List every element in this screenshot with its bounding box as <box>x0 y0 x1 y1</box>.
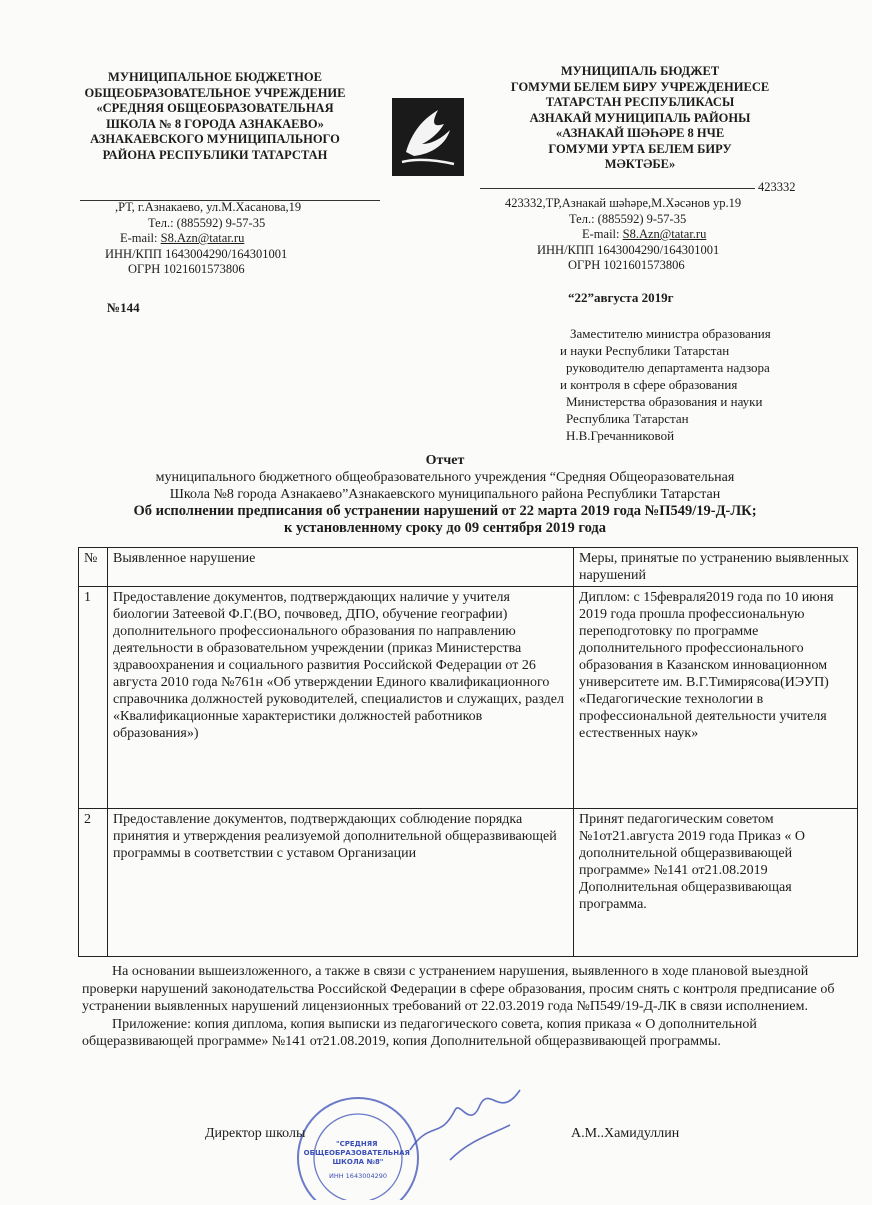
row-number: 2 <box>79 809 108 957</box>
recipient-block <box>560 325 830 444</box>
email-label: E-mail: <box>120 231 161 245</box>
row-number: 1 <box>79 587 108 809</box>
stamp-inn: ИНН 1643004290 <box>328 1172 388 1180</box>
row-measures: Принят педагогическим советом №1от21.августа 2019 года Приказ « О дополнительной общеразвивающей программе» №141 от21.08.2019 Дополнительная общеразвивающая программа. <box>574 809 858 957</box>
recipient-line: Республика Татарстан <box>566 411 689 426</box>
header-right-postal-code: 423332 <box>758 180 796 194</box>
recipient-line: руководителю департамента надзора <box>566 360 770 375</box>
header-left-line: ШКОЛА № 8 ГОРОДА АЗНАКАЕВО» <box>106 116 324 131</box>
report-title <box>70 452 820 537</box>
address: ,РТ, г.Азнакаево, ул.М.Хасанова,19 <box>115 200 302 214</box>
body-paragraph: На основании вышеизложенного, а также в связи с устранением нарушения, выявленного в ходе плановой выездной проверки нарушений законодательства Российской Федерации в сфере образования, просим снять с контроля предписание об устранении выявленных нарушений лицензионных требований от 22.03.2019 года №П549/19-Д-ЛК в связи исполнением. <box>82 964 835 1014</box>
email-link[interactable]: S8.Azn@tatar.ru <box>622 227 707 241</box>
header-right-line: «АЗНАКАЙ ШӘҺӘРЕ 8 НЧЕ <box>555 126 725 140</box>
header-left-line: МУНИЦИПАЛЬНОЕ БЮДЖЕТНОЕ <box>108 70 322 84</box>
header-left-line: АЗНАКАЕВСКОГО МУНИЦИПАЛЬНОГО <box>90 132 340 146</box>
document-date: “22”августа 2019г <box>568 290 674 305</box>
ogrn: ОГРН 1021601573806 <box>568 258 685 272</box>
contacts-left <box>100 200 360 278</box>
school-logo <box>392 98 464 176</box>
header-right-line: МУНИЦИПАЛЬ БЮДЖЕТ <box>560 64 720 78</box>
address: 423332,ТР,Азнакай шәһәре,М.Хәсәнов ур.19 <box>505 196 742 210</box>
title-line: муниципального бюджетного общеобразовательного учреждения “Средняя Общеоразовательная <box>155 470 735 485</box>
header-right-line: АЗНАКАЙ МУНИЦИПАЛЬ РАЙОНЫ <box>529 110 751 125</box>
attachments-paragraph: Приложение: копия диплома, копия выписки из педагогического совета, копия приказа « О дополнительной общеразвивающей программе» №141 от21.08.2019, копия Дополнительной общеразвивающей программы. <box>82 1016 757 1049</box>
recipient-line: и науки Республики Татарстан <box>560 343 730 358</box>
row-violation: Предоставление документов, подтверждающих соблюдение порядка принятия и утверждения реализуемой дополнительной общеразвивающей программы в соответствии с уставом Организации <box>108 809 574 957</box>
title-line: Школа №8 города Азнакаево”Азнакаевского муниципального района Республики Татарстан <box>169 487 721 502</box>
inn: ИНН/КПП 1643004290/164301001 <box>105 246 288 261</box>
body-text <box>82 963 842 1051</box>
header-right-line: ГОМУМИ БЕЛЕМ БИРУ УЧРЕЖДЕНИЕСЕ <box>510 79 770 94</box>
row-measures: Диплом: с 15февраля2019 года по 10 июня 2019 года прошла профессиональную переподготовку по программе дополнительного профессионального образования в Казанском инновационном университете им. В.Г.Тимирясова(ИЭУП) «Педагогические технологии в профессиональной деятельности учителя естественных наук» <box>574 587 858 809</box>
header-right-line: ТАТАРСТАН РЕСПУБЛИКАСЫ <box>545 95 735 109</box>
violations-table <box>78 547 858 957</box>
header-left-line: «СРЕДНЯЯ ОБЩЕОБРАЗОВАТЕЛЬНАЯ <box>96 101 334 115</box>
header-violation: Выявленное нарушение <box>108 548 574 587</box>
table-row <box>79 587 858 809</box>
signature-role: Директор школы <box>205 1126 306 1141</box>
header-left-line: ОБЩЕОБРАЗОВАТЕЛЬНОЕ УЧРЕЖДЕНИЕ <box>84 85 346 100</box>
document-number: №144 <box>107 300 140 315</box>
ogrn: ОГРН 1021601573806 <box>128 262 245 276</box>
phone: Тел.: (885592) 9-57-35 <box>569 211 687 226</box>
header-right-line: ГОМУМИ УРТА БЕЛЕМ БИРУ <box>548 141 732 156</box>
recipient-line: Н.В.Гречанниковой <box>566 428 675 443</box>
header-measures: Меры, принятые по устранению выявленных нарушений <box>574 548 858 587</box>
title-deadline: к установленному сроку до 09 сентября 2019 года <box>284 520 606 536</box>
signature-name: А.М..Хамидуллин <box>571 1126 680 1141</box>
email-label: E-mail: <box>582 227 623 241</box>
header-number: № <box>79 548 108 587</box>
recipient-line: и контроля в сфере образования <box>560 377 738 392</box>
header-right-block <box>470 64 810 173</box>
header-divider-right <box>480 188 755 189</box>
signature-scribble <box>400 1080 530 1170</box>
inn: ИНН/КПП 1643004290/164301001 <box>537 242 720 257</box>
signature-icon <box>400 1080 530 1170</box>
recipient-line: Министерства образования и науки <box>566 394 763 409</box>
contacts-right <box>505 196 805 274</box>
row-violation: Предоставление документов, подтверждающих наличие у учителя биологии Затеевой Ф.Г.(ВО, почвовед, ДПО, обучение географии) дополнительного профессионального образования по направлению деятельности в образовательном учреждении (приказ Министерства здравоохранения и социального развития Российской Федерации от 26 августа 2010 года №761н «Об утверждении Единого квалификационного справочника должностей руководителей, специалистов и служащих, раздел «Квалификационные характеристики должностей работников образования») <box>108 587 574 809</box>
header-left-line: РАЙОНА РЕСПУБЛИКИ ТАТАРСТАН <box>102 147 328 162</box>
stamp-center-text: "СРЕДНЯЯ ОБЩЕОБРАЗОВАТЕЛЬНАЯ ШКОЛА №8" <box>303 1140 410 1166</box>
table-header-row <box>79 548 858 587</box>
email-link[interactable]: S8.Azn@tatar.ru <box>160 231 245 245</box>
title-subject: Об исполнении предписания об устранении нарушений от 22 марта 2019 года №П549/19-Д-ЛК; <box>133 503 757 519</box>
header-right-line: МӘКТӘБЕ» <box>604 157 676 171</box>
recipient-line: Заместителю министра образования <box>570 326 771 341</box>
phone: Тел.: (885592) 9-57-35 <box>148 215 266 230</box>
title-word: Отчет <box>425 453 465 468</box>
bird-emblem-icon <box>392 98 464 176</box>
table-row <box>79 809 858 957</box>
header-left-block <box>60 70 370 163</box>
